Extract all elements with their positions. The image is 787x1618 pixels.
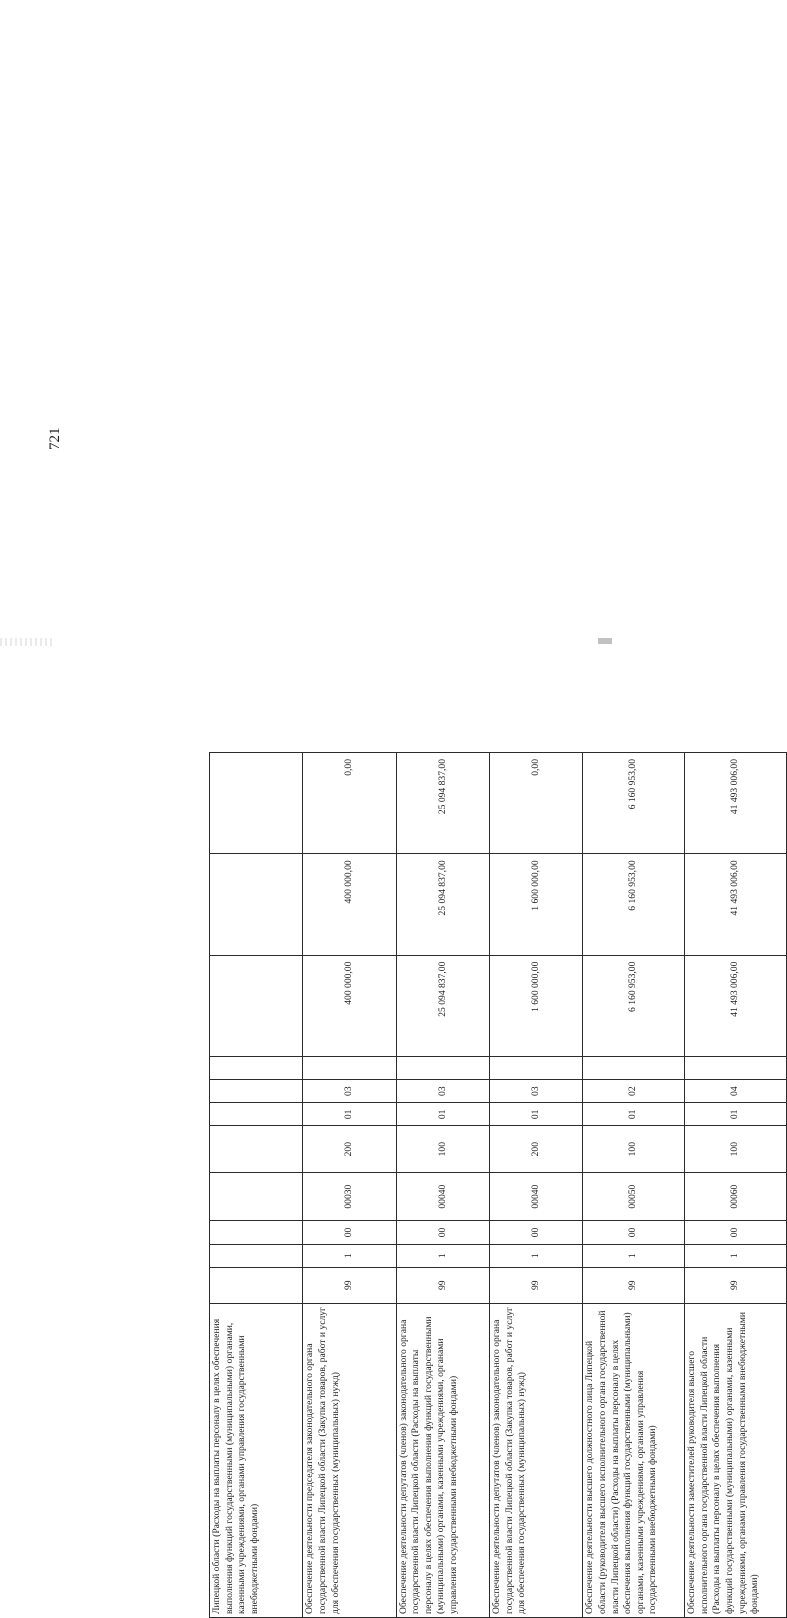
scan-mark <box>598 638 612 644</box>
table-row <box>210 753 303 1618</box>
code-direction: 00050 <box>583 1172 685 1221</box>
table-row <box>583 753 685 1618</box>
code-program: 99 <box>396 1267 489 1303</box>
sum-other: 6 160 953,00 <box>583 753 685 854</box>
code-main-event: 00 <box>303 1221 396 1244</box>
budget-table <box>209 752 787 1618</box>
code-subprogram <box>210 1244 303 1267</box>
code-section: 01 <box>685 1103 787 1126</box>
code-program: 99 <box>685 1267 787 1303</box>
sum-total: 1 600 000,00 <box>489 955 582 1056</box>
code-direction: 00040 <box>396 1172 489 1221</box>
empty-cell <box>210 1056 303 1079</box>
sum-part <box>210 854 303 955</box>
code-direction <box>210 1172 303 1221</box>
code-main-event <box>210 1221 303 1244</box>
sum-part: 41 493 006,00 <box>685 854 787 955</box>
code-subprogram: 1 <box>396 1244 489 1267</box>
code-section: 01 <box>489 1103 582 1126</box>
sum-other <box>210 753 303 854</box>
code-section <box>210 1103 303 1126</box>
code-expense-type <box>210 1126 303 1172</box>
table-row <box>396 753 489 1618</box>
empty-cell <box>303 1056 396 1079</box>
table-row <box>303 753 396 1618</box>
code-expense-type: 200 <box>303 1126 396 1172</box>
sum-part: 6 160 953,00 <box>583 854 685 955</box>
table-row <box>489 753 582 1618</box>
sum-other: 25 094 837,00 <box>396 753 489 854</box>
sum-other: 0,00 <box>489 753 582 854</box>
code-direction: 00060 <box>685 1172 787 1221</box>
code-main-event: 00 <box>685 1221 787 1244</box>
sum-part: 1 600 000,00 <box>489 854 582 955</box>
code-section: 01 <box>396 1103 489 1126</box>
code-subsection <box>210 1080 303 1103</box>
sum-total: 41 493 006,00 <box>685 955 787 1056</box>
code-section: 01 <box>583 1103 685 1126</box>
page-number: 721 <box>47 427 63 450</box>
code-expense-type: 100 <box>583 1126 685 1172</box>
row-description: Обеспечение деятельности высшего должностного лица Липецкой области (руководителя высшего исполнительного органа государственной власти Липецкой области) (Расходы на выплаты персоналу в целях обеспечения выполнения функций государственными (муниципальными) органами, казенными учреждениями, органами управления государственными внебюджетными фондами) <box>583 1303 685 1617</box>
code-subsection: 03 <box>489 1080 582 1103</box>
row-description: Обеспечение деятельности депутатов (членов) законодательного органа государственной власти Липецкой области (Закупка товаров, работ и услуг для обеспечения государственных (муниципальных) нужд) <box>489 1303 582 1617</box>
sum-total: 25 094 837,00 <box>396 955 489 1056</box>
empty-cell <box>489 1056 582 1079</box>
code-direction: 00040 <box>489 1172 582 1221</box>
code-subprogram: 1 <box>685 1244 787 1267</box>
row-description: Обеспечение деятельности депутатов (членов) законодательного органа государственной власти Липецкой области (Расходы на выплаты персоналу в целях обеспечения выполнения функций государственными (муниципальными) органами, казенными учреждениями, органами управления государственными внебюджетными фондами) <box>396 1303 489 1617</box>
code-main-event: 00 <box>489 1221 582 1244</box>
sum-total <box>210 955 303 1056</box>
code-subprogram: 1 <box>583 1244 685 1267</box>
code-expense-type: 100 <box>685 1126 787 1172</box>
code-main-event: 00 <box>583 1221 685 1244</box>
row-description: Липецкой области (Расходы на выплаты персоналу в целях обеспечения выполнения функций государственными (муниципальными) органами, казенными учреждениями, органами управления государственными внебюджетными фондами) <box>210 1303 303 1617</box>
code-program: 99 <box>583 1267 685 1303</box>
empty-cell <box>583 1056 685 1079</box>
code-section: 01 <box>303 1103 396 1126</box>
code-program: 99 <box>489 1267 582 1303</box>
code-program: 99 <box>303 1267 396 1303</box>
row-description: Обеспечение деятельности председателя законодательного органа государственной власти Липецкой области (Закупка товаров, работ и услуг для обеспечения государственных (муниципальных) нужд) <box>303 1303 396 1617</box>
code-subsection: 04 <box>685 1080 787 1103</box>
code-direction: 00030 <box>303 1172 396 1221</box>
row-description: Обеспечение деятельности заместителей руководителя высшего исполнительного органа государственной власти Липецкой области (Расходы на выплаты персоналу в целях обеспечения выполнения функций государственными (муниципальными) органами, казенными учреждениями, органами управления государственными внебюджетными фондами) <box>685 1303 787 1617</box>
code-expense-type: 200 <box>489 1126 582 1172</box>
code-subprogram: 1 <box>303 1244 396 1267</box>
sum-total: 400 000,00 <box>303 955 396 1056</box>
sum-part: 25 094 837,00 <box>396 854 489 955</box>
code-subsection: 03 <box>396 1080 489 1103</box>
sum-other: 0,00 <box>303 753 396 854</box>
sum-part: 400 000,00 <box>303 854 396 955</box>
sum-total: 6 160 953,00 <box>583 955 685 1056</box>
code-subprogram: 1 <box>489 1244 582 1267</box>
code-subsection: 03 <box>303 1080 396 1103</box>
empty-cell <box>396 1056 489 1079</box>
code-expense-type: 100 <box>396 1126 489 1172</box>
table-row <box>685 753 787 1618</box>
code-main-event: 00 <box>396 1221 489 1244</box>
sum-other: 41 493 006,00 <box>685 753 787 854</box>
code-subsection: 02 <box>583 1080 685 1103</box>
code-program <box>210 1267 303 1303</box>
scan-artifact <box>0 638 54 646</box>
empty-cell <box>685 1056 787 1079</box>
